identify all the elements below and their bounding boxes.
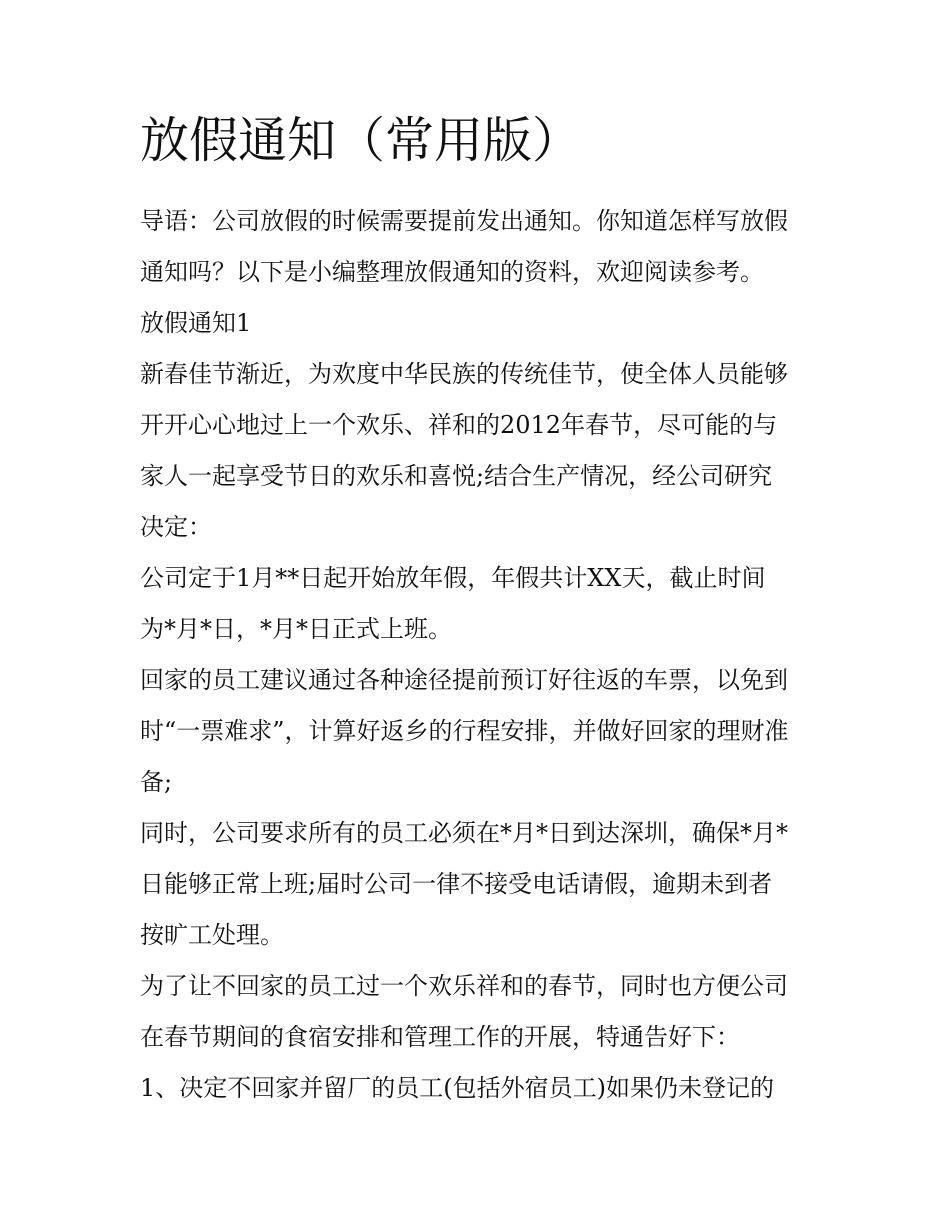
text-line: 备; — [140, 768, 173, 796]
text-line: 回家的员工建议通过各种途径提前预订好往返的车票，以免到 — [140, 666, 788, 694]
text-line: 1、决定不回家并留厂的员工(包括外宿员工)如果仍未登记的 — [140, 1074, 774, 1102]
text-line: 在春节期间的食宿安排和管理工作的开展，特通告好下： — [140, 1023, 740, 1051]
text-line: 同时，公司要求所有的员工必须在*月*日到达深圳，确保*月* — [140, 819, 788, 847]
text-line: 公司定于1月**日起开始放年假，年假共计XX天，截止时间 — [140, 564, 766, 592]
paragraph-return-requirement — [140, 808, 815, 961]
text-line: 时“一票难求”，计算好返乡的行程安排，并做好回家的理财准 — [140, 717, 789, 745]
text-line: 为了让不回家的员工过一个欢乐祥和的春节，同时也方便公司 — [140, 972, 788, 1000]
paragraph-travel-advice — [140, 655, 815, 808]
list-item — [140, 1063, 815, 1114]
text-line: 放假通知1 — [140, 309, 252, 337]
text-line: 导语：公司放假的时候需要提前发出通知。你知道怎样写放假 — [140, 207, 788, 235]
text-line: 通知吗？以下是小编整理放假通知的资料，欢迎阅读参考。 — [140, 258, 764, 286]
paragraph-greeting — [140, 349, 815, 553]
text-line: 新春佳节渐近，为欢度中华民族的传统佳节，使全体人员能够 — [140, 360, 788, 388]
paragraph-intro — [140, 196, 815, 298]
text-line: 决定： — [140, 513, 212, 541]
text-line: 日能够正常上班;届时公司一律不接受电话请假，逾期未到者 — [140, 870, 773, 898]
paragraph-staying-staff — [140, 961, 815, 1063]
text-line: 家人一起享受节日的欢乐和喜悦;结合生产情况，经公司研究 — [140, 462, 773, 490]
paragraph-holiday-dates — [140, 553, 815, 655]
document-title: 放假通知（常用版） — [140, 112, 582, 169]
section-heading — [140, 298, 815, 349]
document-body — [140, 196, 815, 1114]
text-line: 为*月*日，*月*日正式上班。 — [140, 615, 452, 643]
text-line: 按旷工处理。 — [140, 921, 284, 949]
text-line: 开开心心地过上一个欢乐、祥和的2012年春节，尽可能的与 — [140, 411, 778, 439]
